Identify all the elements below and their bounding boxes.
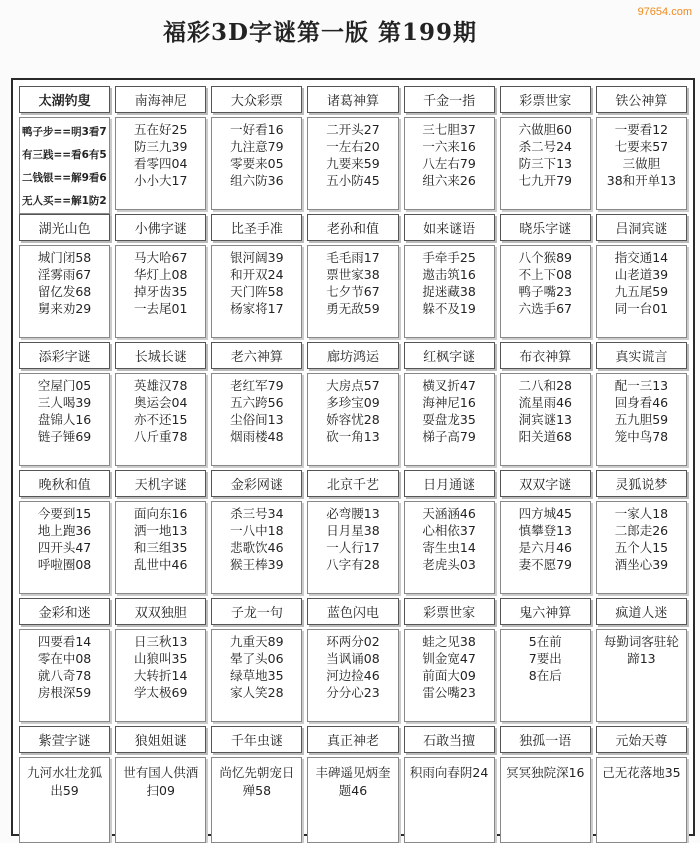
puzzle-clue-line: 悲歌饮46 — [230, 540, 284, 555]
puzzle-cell — [211, 86, 302, 210]
puzzle-clue-line: 三七胆37 — [422, 122, 476, 137]
puzzle-cell-title: 疯道人迷 — [596, 598, 687, 625]
puzzle-clue-line: 环两分02 — [326, 634, 380, 649]
puzzle-cell-title: 晚秋和值 — [19, 470, 110, 497]
puzzle-cell-body — [115, 501, 206, 594]
page-title: 福彩3D字谜第一版 第199期 — [163, 19, 477, 46]
puzzle-clue-line: 必弯腰13 — [326, 506, 380, 521]
puzzle-cell — [211, 598, 302, 722]
puzzle-clue-line: 杨家将17 — [230, 301, 284, 316]
puzzle-cell — [404, 86, 495, 210]
puzzle-clue-line: 钏金宽47 — [422, 651, 476, 666]
puzzle-clue-line: 七九开79 — [518, 173, 572, 188]
site-watermark: 97654.com — [637, 6, 692, 18]
puzzle-clue-line: 烟雨楼48 — [230, 429, 284, 444]
puzzle-cell-body — [19, 629, 110, 722]
puzzle-cell-title: 紫萱字谜 — [19, 726, 110, 753]
puzzle-clue-line: 就八奇78 — [37, 668, 92, 683]
puzzle-clue-line: 殚58 — [242, 783, 272, 798]
puzzle-cell-title: 如来谜语 — [404, 214, 495, 241]
puzzle-cell — [404, 342, 495, 466]
puzzle-cell-body — [307, 629, 398, 722]
puzzle-clue-line: 留亿发68 — [37, 284, 92, 299]
puzzle-clue-line: 掉牙齿35 — [134, 284, 188, 299]
puzzle-clue-line: 猴王棒39 — [230, 557, 284, 572]
puzzle-clue-line: 防三九39 — [134, 139, 188, 154]
puzzle-cell — [500, 342, 591, 466]
puzzle-clue-line: 八个猴89 — [518, 250, 572, 265]
puzzle-clue-line: 舅来劝29 — [37, 301, 92, 316]
puzzle-clue-line: 洒一地13 — [134, 523, 188, 538]
puzzle-cell — [307, 598, 398, 722]
puzzle-clue-line: 丰碑遥见炳奎 — [315, 765, 391, 780]
puzzle-cell-body — [404, 245, 495, 338]
puzzle-cell — [307, 470, 398, 594]
puzzle-cell-body — [404, 501, 495, 594]
puzzle-clue-line: 六做胆60 — [518, 122, 572, 137]
puzzle-cell-title: 北京千艺 — [307, 470, 398, 497]
puzzle-cell-title: 真正神老 — [307, 726, 398, 753]
puzzle-cell — [19, 598, 110, 722]
puzzle-cell-body — [500, 757, 591, 843]
puzzle-cell-title: 老孙和值 — [307, 214, 398, 241]
puzzle-clue-line: 娇容忧28 — [326, 412, 380, 427]
puzzle-cell — [500, 470, 591, 594]
puzzle-clue-line: 配一三13 — [614, 378, 669, 393]
puzzle-clue-line: 大房点57 — [326, 378, 380, 393]
puzzle-clue-line: 日月星38 — [326, 523, 380, 538]
puzzle-clue-line: 防三下13 — [518, 156, 572, 171]
puzzle-cell-title: 独孤一语 — [500, 726, 591, 753]
puzzle-clue-line: 九注意79 — [230, 139, 284, 154]
puzzle-cell — [500, 214, 591, 338]
puzzle-clue-line: 四开头47 — [37, 540, 92, 555]
puzzle-cell-title: 廊坊鸿运 — [307, 342, 398, 369]
puzzle-clue-line: 盘锦人16 — [37, 412, 92, 427]
puzzle-grid — [19, 86, 687, 828]
puzzle-cell-body — [211, 629, 302, 722]
puzzle-cell-title: 南海神尼 — [115, 86, 206, 113]
puzzle-cell-body — [19, 501, 110, 594]
puzzle-cell — [404, 598, 495, 722]
puzzle-clue-line: 四方城45 — [518, 506, 572, 521]
puzzle-clue-line: 无人买==解1防2 — [22, 195, 107, 207]
puzzle-clue-line: 五六跨56 — [230, 395, 284, 410]
puzzle-clue-line: 一左右20 — [326, 139, 380, 154]
puzzle-cell-body — [404, 373, 495, 466]
puzzle-cell-title: 狼姐姐谜 — [115, 726, 206, 753]
puzzle-cell-body — [211, 501, 302, 594]
puzzle-cell — [19, 214, 110, 338]
puzzle-clue-line: 亦不还15 — [134, 412, 188, 427]
puzzle-cell-body — [500, 117, 591, 210]
puzzle-clue-line: 九河水壮龙狐 — [27, 765, 103, 780]
puzzle-clue-line: 出59 — [50, 783, 79, 798]
puzzle-clue-line: 多珍宝09 — [326, 395, 380, 410]
puzzle-cell-body — [307, 245, 398, 338]
puzzle-clue-line: 遨击筑16 — [422, 267, 476, 282]
puzzle-clue-line: 鸭子嘴23 — [518, 284, 572, 299]
puzzle-cell-body — [307, 373, 398, 466]
puzzle-cell — [115, 342, 206, 466]
puzzle-cell-body — [596, 501, 687, 594]
puzzle-clue-line: 寄生虫14 — [422, 540, 476, 555]
puzzle-clue-line: 四要看14 — [37, 634, 92, 649]
puzzle-clue-line: 鸭子步==明3看7 — [22, 126, 107, 138]
puzzle-cell-body — [500, 501, 591, 594]
puzzle-clue-line: 世有国人供酒 — [123, 765, 199, 780]
puzzle-cell — [404, 726, 495, 843]
puzzle-clue-line: 一八中18 — [230, 523, 284, 538]
puzzle-clue-line: 杀三号34 — [230, 506, 284, 521]
puzzle-cell-title: 吕洞宾谜 — [596, 214, 687, 241]
puzzle-cell-title: 真实谎言 — [596, 342, 687, 369]
puzzle-clue-line: 八字有28 — [326, 557, 380, 572]
puzzle-cell-body — [19, 245, 110, 338]
puzzle-clue-line: 大转折14 — [134, 668, 188, 683]
puzzle-clue-line: 二郎走26 — [614, 523, 669, 538]
puzzle-cell-title: 鬼六神算 — [500, 598, 591, 625]
puzzle-clue-line: 房根深59 — [37, 685, 92, 700]
puzzle-clue-line: 题46 — [338, 783, 368, 798]
puzzle-clue-line: 七夕节67 — [326, 284, 380, 299]
puzzle-clue-line: 山狼叫35 — [134, 651, 188, 666]
puzzle-clue-line: 票世家38 — [326, 267, 380, 282]
puzzle-cell-body — [115, 117, 206, 210]
puzzle-cell-title: 双双字谜 — [500, 470, 591, 497]
puzzle-cell — [500, 598, 591, 722]
puzzle-cell — [115, 86, 206, 210]
puzzle-clue-line: 砍一角13 — [326, 429, 380, 444]
puzzle-clue-line: 己无花落地35 — [602, 765, 681, 780]
puzzle-cell — [19, 470, 110, 594]
puzzle-cell-title: 千金一指 — [404, 86, 495, 113]
puzzle-cell-body — [500, 245, 591, 338]
puzzle-clue-line: 地上跑36 — [37, 523, 92, 538]
puzzle-clue-line: 五九胆59 — [614, 412, 669, 427]
puzzle-clue-line: 扫09 — [146, 783, 175, 798]
puzzle-clue-line: 面向东16 — [134, 506, 188, 521]
puzzle-clue-line: 八左右79 — [422, 156, 476, 171]
puzzle-clue-line: 和开双24 — [230, 267, 284, 282]
puzzle-cell — [19, 726, 110, 843]
puzzle-clue-line: 7要出 — [528, 651, 562, 666]
puzzle-clue-line: 不上下08 — [518, 267, 572, 282]
puzzle-cell-title: 比圣手准 — [211, 214, 302, 241]
puzzle-cell-title: 金彩网谜 — [211, 470, 302, 497]
puzzle-cell-title: 红枫字谜 — [404, 342, 495, 369]
puzzle-board — [11, 78, 695, 836]
puzzle-clue-line: 积雨向春阴24 — [409, 765, 489, 780]
puzzle-cell-title: 诸葛神算 — [307, 86, 398, 113]
puzzle-cell-title: 铁公神算 — [596, 86, 687, 113]
puzzle-cell-body — [115, 629, 206, 722]
puzzle-clue-line: 天涵涵46 — [422, 506, 476, 521]
puzzle-cell — [596, 726, 687, 843]
puzzle-clue-line: 手牵手25 — [422, 250, 476, 265]
puzzle-cell — [500, 726, 591, 843]
puzzle-clue-line: 尘俗间13 — [230, 412, 284, 427]
puzzle-clue-line: 尚忆先朝宠日 — [219, 765, 295, 780]
puzzle-cell-title: 千年虫谜 — [211, 726, 302, 753]
puzzle-clue-line: 分分心23 — [326, 685, 380, 700]
puzzle-clue-line: 前面大09 — [422, 668, 476, 683]
puzzle-clue-line: 奥运会04 — [134, 395, 188, 410]
puzzle-cell — [307, 214, 398, 338]
puzzle-cell — [115, 726, 206, 843]
puzzle-cell-title: 元始天尊 — [596, 726, 687, 753]
puzzle-clue-line: 一去尾01 — [134, 301, 188, 316]
puzzle-cell-body — [500, 629, 591, 722]
puzzle-cell-title: 天机字谜 — [115, 470, 206, 497]
puzzle-clue-line: 流星雨46 — [518, 395, 572, 410]
puzzle-cell-title: 晓乐字谜 — [500, 214, 591, 241]
puzzle-cell — [404, 214, 495, 338]
puzzle-clue-line: 老虎头03 — [422, 557, 476, 572]
puzzle-clue-line: 河边捡46 — [326, 668, 380, 683]
puzzle-clue-line: 三做胆 — [622, 156, 661, 171]
puzzle-cell — [211, 470, 302, 594]
puzzle-cell-body — [500, 373, 591, 466]
puzzle-clue-line: 三人喝39 — [37, 395, 92, 410]
puzzle-cell-title: 石敢当擅 — [404, 726, 495, 753]
puzzle-clue-line: 老红军79 — [230, 378, 284, 393]
puzzle-cell-title: 子龙一句 — [211, 598, 302, 625]
puzzle-cell — [500, 86, 591, 210]
puzzle-clue-line: 日三秋13 — [134, 634, 188, 649]
puzzle-cell — [307, 342, 398, 466]
puzzle-cell — [596, 86, 687, 210]
puzzle-clue-line: 一家人18 — [614, 506, 669, 521]
puzzle-clue-line: 躲不及19 — [422, 301, 476, 316]
puzzle-cell — [115, 470, 206, 594]
puzzle-cell — [404, 470, 495, 594]
puzzle-clue-line: 酒坐心39 — [614, 557, 669, 572]
puzzle-clue-line: 杀二号24 — [518, 139, 572, 154]
puzzle-clue-line: 小小大17 — [134, 173, 188, 188]
puzzle-cell-title: 老六神算 — [211, 342, 302, 369]
puzzle-clue-line: 一人行17 — [326, 540, 380, 555]
puzzle-clue-line: 呼啦圈08 — [37, 557, 92, 572]
puzzle-cell-title: 长城长谜 — [115, 342, 206, 369]
puzzle-clue-line: 一六来16 — [422, 139, 476, 154]
puzzle-clue-line: 九要来59 — [326, 156, 380, 171]
puzzle-clue-line: 八斤重78 — [134, 429, 188, 444]
puzzle-cell-body — [404, 629, 495, 722]
puzzle-cell-body — [19, 757, 110, 843]
puzzle-cell-body — [115, 757, 206, 843]
puzzle-clue-line: 5在前 — [528, 634, 562, 649]
puzzle-clue-line: 当讽诵08 — [326, 651, 380, 666]
puzzle-cell-body — [596, 245, 687, 338]
puzzle-cell-title: 添彩字谜 — [19, 342, 110, 369]
puzzle-clue-line: 五在好25 — [134, 122, 188, 137]
puzzle-clue-line: 有三践==看6有5 — [22, 149, 107, 161]
puzzle-clue-line: 海神尼16 — [422, 395, 476, 410]
puzzle-clue-line: 和三组35 — [134, 540, 188, 555]
puzzle-clue-line: 是六月46 — [518, 540, 572, 555]
puzzle-cell — [211, 214, 302, 338]
puzzle-clue-line: 五小防45 — [326, 173, 380, 188]
puzzle-cell — [307, 726, 398, 843]
puzzle-clue-line: 绿草地35 — [230, 668, 284, 683]
puzzle-cell-body — [211, 373, 302, 466]
puzzle-cell-title: 蓝色闪电 — [307, 598, 398, 625]
puzzle-cell — [596, 214, 687, 338]
puzzle-cell-title: 金彩和迷 — [19, 598, 110, 625]
puzzle-clue-line: 马大哈67 — [134, 250, 188, 265]
puzzle-clue-line: 九五尾59 — [614, 284, 669, 299]
puzzle-cell-body — [211, 757, 302, 843]
puzzle-cell-body — [596, 373, 687, 466]
puzzle-cell — [115, 598, 206, 722]
puzzle-clue-line: 回身看46 — [614, 395, 669, 410]
puzzle-clue-line: 乱世中46 — [134, 557, 188, 572]
puzzle-cell-title: 彩票世家 — [500, 86, 591, 113]
puzzle-cell-body — [307, 757, 398, 843]
puzzle-cell-body — [307, 117, 398, 210]
puzzle-clue-line: 今要到15 — [37, 506, 92, 521]
puzzle-clue-line: 一好看16 — [230, 122, 284, 137]
puzzle-clue-line: 二八和28 — [518, 378, 572, 393]
puzzle-cell-body — [115, 245, 206, 338]
puzzle-cell — [307, 86, 398, 210]
puzzle-cell-title: 布衣神算 — [500, 342, 591, 369]
puzzle-clue-line: 毛毛雨17 — [326, 250, 380, 265]
puzzle-cell — [19, 342, 110, 466]
puzzle-clue-line: 阳关道68 — [518, 429, 572, 444]
puzzle-cell-title: 双双独胆 — [115, 598, 206, 625]
puzzle-cell — [115, 214, 206, 338]
puzzle-cell-body — [404, 117, 495, 210]
puzzle-clue-line: 每勤词客驻轮 — [603, 634, 679, 649]
puzzle-clue-line: 七要来57 — [614, 139, 669, 154]
puzzle-clue-line: 晕了头06 — [230, 651, 284, 666]
puzzle-clue-line: 城门闭58 — [37, 250, 92, 265]
puzzle-clue-line: 空屋门05 — [37, 378, 92, 393]
puzzle-clue-line: 二开头27 — [326, 122, 380, 137]
puzzle-clue-line: 二钱银==解9看6 — [22, 172, 107, 184]
puzzle-cell-title: 日月通谜 — [404, 470, 495, 497]
puzzle-clue-line: 淫雾雨67 — [37, 267, 92, 282]
puzzle-clue-line: 冥冥独院深16 — [506, 765, 585, 780]
puzzle-clue-line: 看零四04 — [134, 156, 188, 171]
puzzle-clue-line: 38和开单13 — [606, 173, 677, 188]
puzzle-cell — [596, 470, 687, 594]
puzzle-clue-line: 零在中08 — [37, 651, 92, 666]
puzzle-clue-line: 洞宾谜13 — [518, 412, 572, 427]
puzzle-cell — [211, 726, 302, 843]
puzzle-clue-line: 笼中鸟78 — [614, 429, 669, 444]
puzzle-clue-line: 天门阵58 — [230, 284, 284, 299]
puzzle-cell-body — [19, 373, 110, 466]
puzzle-clue-line: 蹄13 — [627, 651, 656, 666]
puzzle-clue-line: 山老道39 — [614, 267, 669, 282]
puzzle-clue-line: 同一台01 — [614, 301, 669, 316]
puzzle-clue-line: 一要看12 — [614, 122, 669, 137]
puzzle-clue-line: 英雄汉78 — [134, 378, 188, 393]
puzzle-cell — [596, 342, 687, 466]
puzzle-clue-line: 六选手67 — [518, 301, 572, 316]
puzzle-clue-line: 慎攀登13 — [518, 523, 572, 538]
puzzle-cell-body — [211, 245, 302, 338]
puzzle-cell-body — [115, 373, 206, 466]
puzzle-clue-line: 梯子高79 — [422, 429, 476, 444]
puzzle-cell — [211, 342, 302, 466]
puzzle-cell-title: 大众彩票 — [211, 86, 302, 113]
puzzle-cell-body — [19, 117, 110, 214]
puzzle-cell-body — [211, 117, 302, 210]
puzzle-clue-line: 银河阔39 — [230, 250, 284, 265]
puzzle-clue-line: 学太极69 — [134, 685, 188, 700]
puzzle-clue-line: 组六防36 — [230, 173, 284, 188]
puzzle-cell-title: 湖光山色 — [19, 214, 110, 241]
puzzle-clue-line: 耍盘龙35 — [422, 412, 476, 427]
puzzle-cell-body — [596, 757, 687, 843]
puzzle-cell-body — [307, 501, 398, 594]
puzzle-cell — [19, 86, 110, 210]
puzzle-cell-body — [404, 757, 495, 843]
puzzle-clue-line: 捉迷藏38 — [422, 284, 476, 299]
puzzle-clue-line: 组六来26 — [422, 173, 476, 188]
puzzle-clue-line: 零要来05 — [230, 156, 284, 171]
puzzle-clue-line: 8在后 — [528, 668, 562, 683]
puzzle-clue-line: 家人笑28 — [230, 685, 284, 700]
puzzle-clue-line: 勇无敌59 — [326, 301, 380, 316]
puzzle-clue-line: 雷公嘴23 — [422, 685, 476, 700]
puzzle-clue-line: 九重天89 — [230, 634, 284, 649]
puzzle-cell-title: 太湖钓叟 — [19, 86, 110, 113]
puzzle-cell-title: 小佛字谜 — [115, 214, 206, 241]
puzzle-clue-line: 横叉折47 — [422, 378, 476, 393]
puzzle-cell-body — [596, 629, 687, 722]
puzzle-clue-line: 五个人15 — [614, 540, 669, 555]
puzzle-clue-line: 蛙之见38 — [422, 634, 476, 649]
puzzle-clue-line: 指交通14 — [614, 250, 669, 265]
puzzle-cell — [596, 598, 687, 722]
puzzle-cell-body — [596, 117, 687, 210]
puzzle-clue-line: 华灯上08 — [134, 267, 188, 282]
puzzle-cell-title: 灵狐说梦 — [596, 470, 687, 497]
puzzle-clue-line: 链子锤69 — [37, 429, 92, 444]
puzzle-clue-line: 心相依37 — [422, 523, 476, 538]
puzzle-clue-line: 妻不愿79 — [518, 557, 572, 572]
puzzle-cell-title: 彩票世家 — [404, 598, 495, 625]
